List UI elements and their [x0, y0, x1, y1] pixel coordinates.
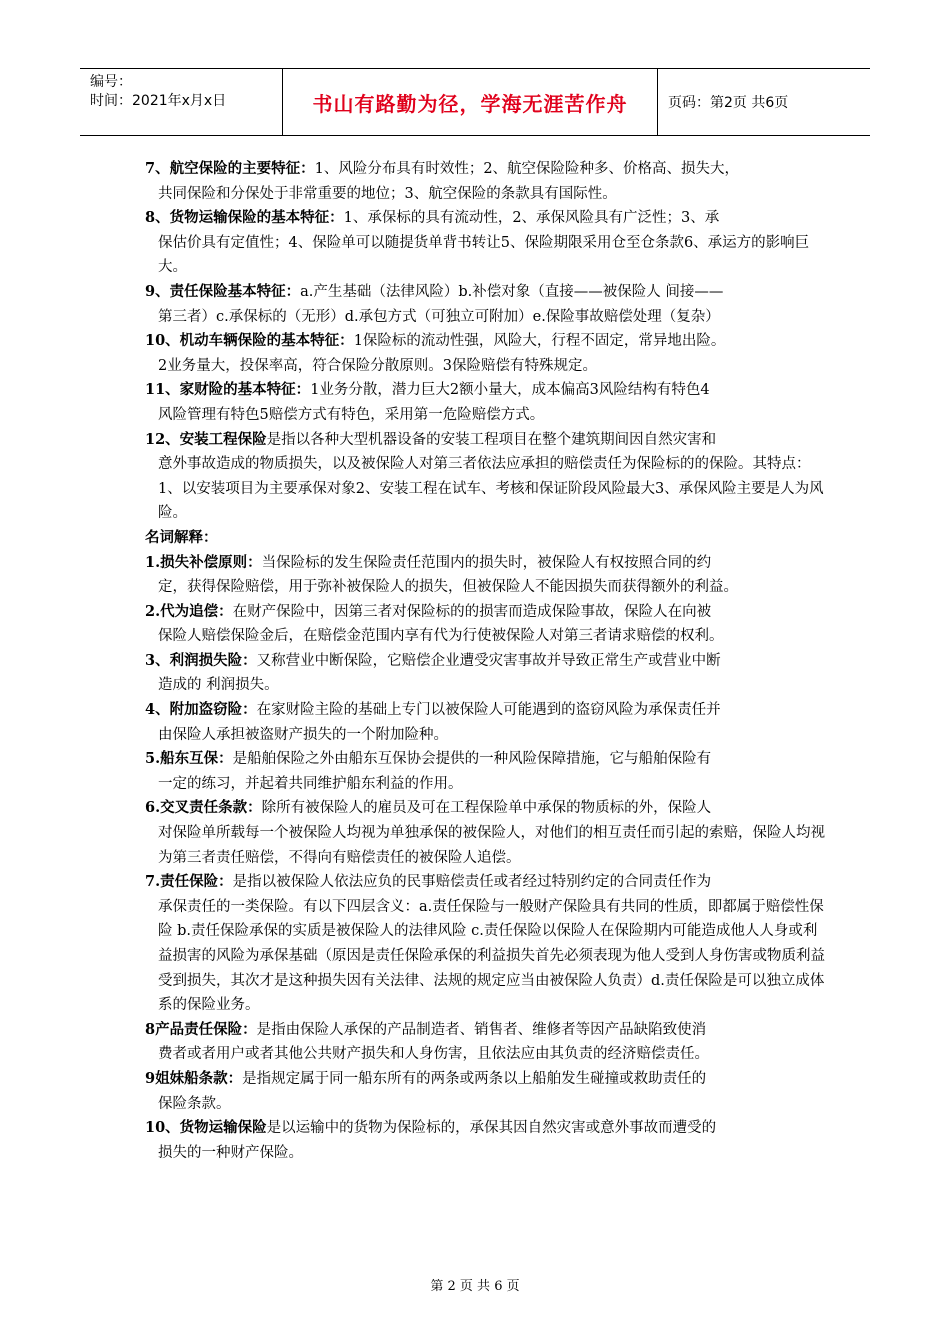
feature-item: [145, 329, 825, 378]
term-first-line: 是指以被保险人依法应负的民事赔偿责任或者经过特别约定的合同责任作为: [232, 874, 712, 891]
page-info: 页码：第2页 共6页: [668, 95, 789, 111]
term-item: [145, 1067, 825, 1116]
term-first-line: 是以运输中的货物为保险标的，承保其因自然灾害或意外事故而遭受的: [266, 1120, 717, 1137]
term-continuation: 损失的一种财产保险。: [158, 1144, 303, 1161]
number-label: 编号：: [90, 74, 132, 90]
feature-first-line: 是指以各种大型机器设备的安装工程项目在整个建筑期间因自然灾害和: [266, 431, 717, 448]
term-continuation: 造成的 利润损失。: [158, 677, 279, 694]
term-first-line: 在财产保险中，因第三者对保险标的的损害而造成保险事故，保险人在向被: [232, 603, 712, 620]
feature-continuation: 保估价具有定值性；4、保险单可以随提货单背书转让5、保险期限采用仓至仓条款6、承运方的影响巨大。: [158, 234, 810, 276]
term-first-line: 是指规定属于同一船东所有的两条或两条以上船舶发生碰撞或救助责任的: [242, 1070, 707, 1087]
term-continuation: 定，获得保险赔偿，用于弥补被保险人的损失，但被保险人不能因损失而获得额外的利益。: [158, 579, 738, 596]
feature-label: 7、航空保险的主要特征：: [145, 160, 315, 177]
term-continuation: 保险条款。: [158, 1095, 231, 1112]
feature-label: 10、机动车辆保险的基本特征：: [145, 332, 354, 350]
term-item: [145, 1116, 825, 1165]
feature-item: [145, 157, 825, 206]
terms-title: 名词解释：: [145, 528, 218, 546]
feature-label: 11、家财险的基本特征：: [145, 381, 311, 399]
feature-item: [145, 378, 825, 427]
term-item: [145, 698, 825, 747]
term-item: [145, 1018, 825, 1067]
term-continuation: 由保险人承担被盗财产损失的一个附加险种。: [158, 726, 448, 743]
term-label: 2.代为追偿：: [145, 602, 233, 620]
term-continuation: 费者或者用户或者其他公共财产损失和人身伤害，且依法应由其负责的经济赔偿责任。: [158, 1046, 709, 1063]
feature-label: 9、责任保险基本特征：: [145, 282, 301, 300]
feature-continuation: 第三者）c.承保标的（无形）d.承包方式（可独立可附加）e.保险事故赔偿处理（复杂）: [158, 308, 720, 325]
term-continuation: 一定的练习，并起着共同维护船东利益的作用。: [158, 775, 463, 792]
term-first-line: 在家财险主险的基础上专门以被保险人可能遇到的盗窃风险为承保责任并: [256, 702, 721, 719]
term-item: [145, 747, 825, 796]
page-header: [80, 68, 870, 136]
document-body: [145, 157, 825, 1165]
term-first-line: 除所有被保险人的雇员及可在工程保险单中承保的物质标的外，保险人: [261, 800, 712, 817]
term-label: 8产品责任保险：: [145, 1020, 257, 1038]
term-label: 4、附加盗窃险：: [145, 701, 257, 719]
feature-continuation: 风险管理有特色5赔偿方式有特色，采用第一危险赔偿方式。: [158, 406, 545, 423]
term-item: [145, 649, 825, 698]
term-item: [145, 600, 825, 649]
term-label: 5.船东互保：: [145, 750, 233, 768]
term-continuation: 承保责任的一类保险。有以下四层含义：a.责任保险与一般财产保险具有共同的性质，即都属于赔偿性保险 b.责任保险承保的实质是被保险人的法律风险 c.责任保险以保险人在保险期内可能造成他人人身或利益损害的风险为承保基础（原因是责任保险承保的利益损失首先必须表现为他人受到人身伤害或物质利益受到损失，其次才是这种损失因有关法律、法规的规定应当由被保险人负责）d.责任保险是可以独立成体系的保险业务。: [158, 898, 825, 1014]
feature-item: [145, 280, 825, 329]
term-item: [145, 870, 825, 1018]
term-item: [145, 551, 825, 600]
term-continuation: 对保险单所载每一个被保险人均视为单独承保的被保险人，对他们的相互责任而引起的索赔，保险人均视为第三者责任赔偿，不得向有赔偿责任的被保险人追偿。: [158, 825, 825, 866]
feature-item: [145, 206, 825, 280]
term-label: 7.责任保险：: [145, 873, 233, 891]
feature-first-line: 1保险标的流动性强，风险大，行程不固定，常异地出险。: [353, 333, 726, 350]
term-first-line: 又称营业中断保险，它赔偿企业遭受灾害事故并导致正常生产或营业中断: [256, 652, 721, 669]
term-first-line: 是船舶保险之外由船东互保协会提供的一种风险保障措施，它与船舶保险有: [232, 751, 712, 768]
feature-first-line: 1业务分散，潜力巨大2额小量大，成本偏高3风险结构有特色4: [310, 382, 710, 399]
feature-first-line: a.产生基础（法律风险）b.补偿对象（直接——被保险人 间接——: [300, 283, 724, 300]
feature-continuation: 共同保险和分保处于非常重要的地位；3、航空保险的条款具有国际性。: [158, 185, 617, 202]
term-first-line: 当保险标的发生保险责任范围内的损失时，被保险人有权按照合同的约: [261, 554, 712, 571]
feature-continuation: 2业务量大，投保率高，符合保险分散原则。3保险赔偿有特殊规定。: [158, 357, 597, 374]
terms-list: [145, 551, 825, 1166]
feature-continuation: 意外事故造成的物质损失，以及被保险人对第三者依法应承担的赔偿责任为保险标的的保险。其特点：1、以安装项目为主要承保对象2、安装工程在试车、考核和保证阶段风险最大3、承保风险主要是人为风险。: [158, 456, 824, 522]
feature-label: 8、货物运输保险的基本特征：: [145, 209, 344, 227]
term-item: [145, 796, 825, 870]
header-meta: [80, 69, 283, 135]
term-label: 3、利润损失险：: [145, 651, 257, 669]
page-footer: 第 2 页 共 6 页: [430, 1279, 520, 1294]
term-label: 9姐妹船条款：: [145, 1069, 243, 1087]
feature-first-line: 1、承保标的具有流动性，2、承保风险具有广泛性；3、承: [343, 210, 720, 227]
feature-first-line: 1、风险分布具有时效性；2、航空保险险种多、价格高、损失大，: [314, 161, 740, 177]
time-label: 时间：2021年x月x日: [90, 93, 227, 109]
term-label: 1.损失补偿原则：: [145, 553, 262, 571]
feature-list: [145, 157, 825, 526]
term-continuation: 保险人赔偿保险金后，在赔偿金范围内享有代为行使被保险人对第三者请求赔偿的权利。: [158, 628, 724, 645]
feature-item: [145, 428, 825, 526]
motto: 书山有路勤为径，学海无涯苦作舟: [283, 69, 658, 135]
term-label: 10、货物运输保险: [145, 1119, 267, 1137]
term-label: 6.交叉责任条款：: [145, 799, 262, 817]
feature-label: 12、安装工程保险: [145, 430, 267, 448]
term-first-line: 是指由保险人承保的产品制造者、销售者、维修者等因产品缺陷致使消: [256, 1021, 707, 1038]
